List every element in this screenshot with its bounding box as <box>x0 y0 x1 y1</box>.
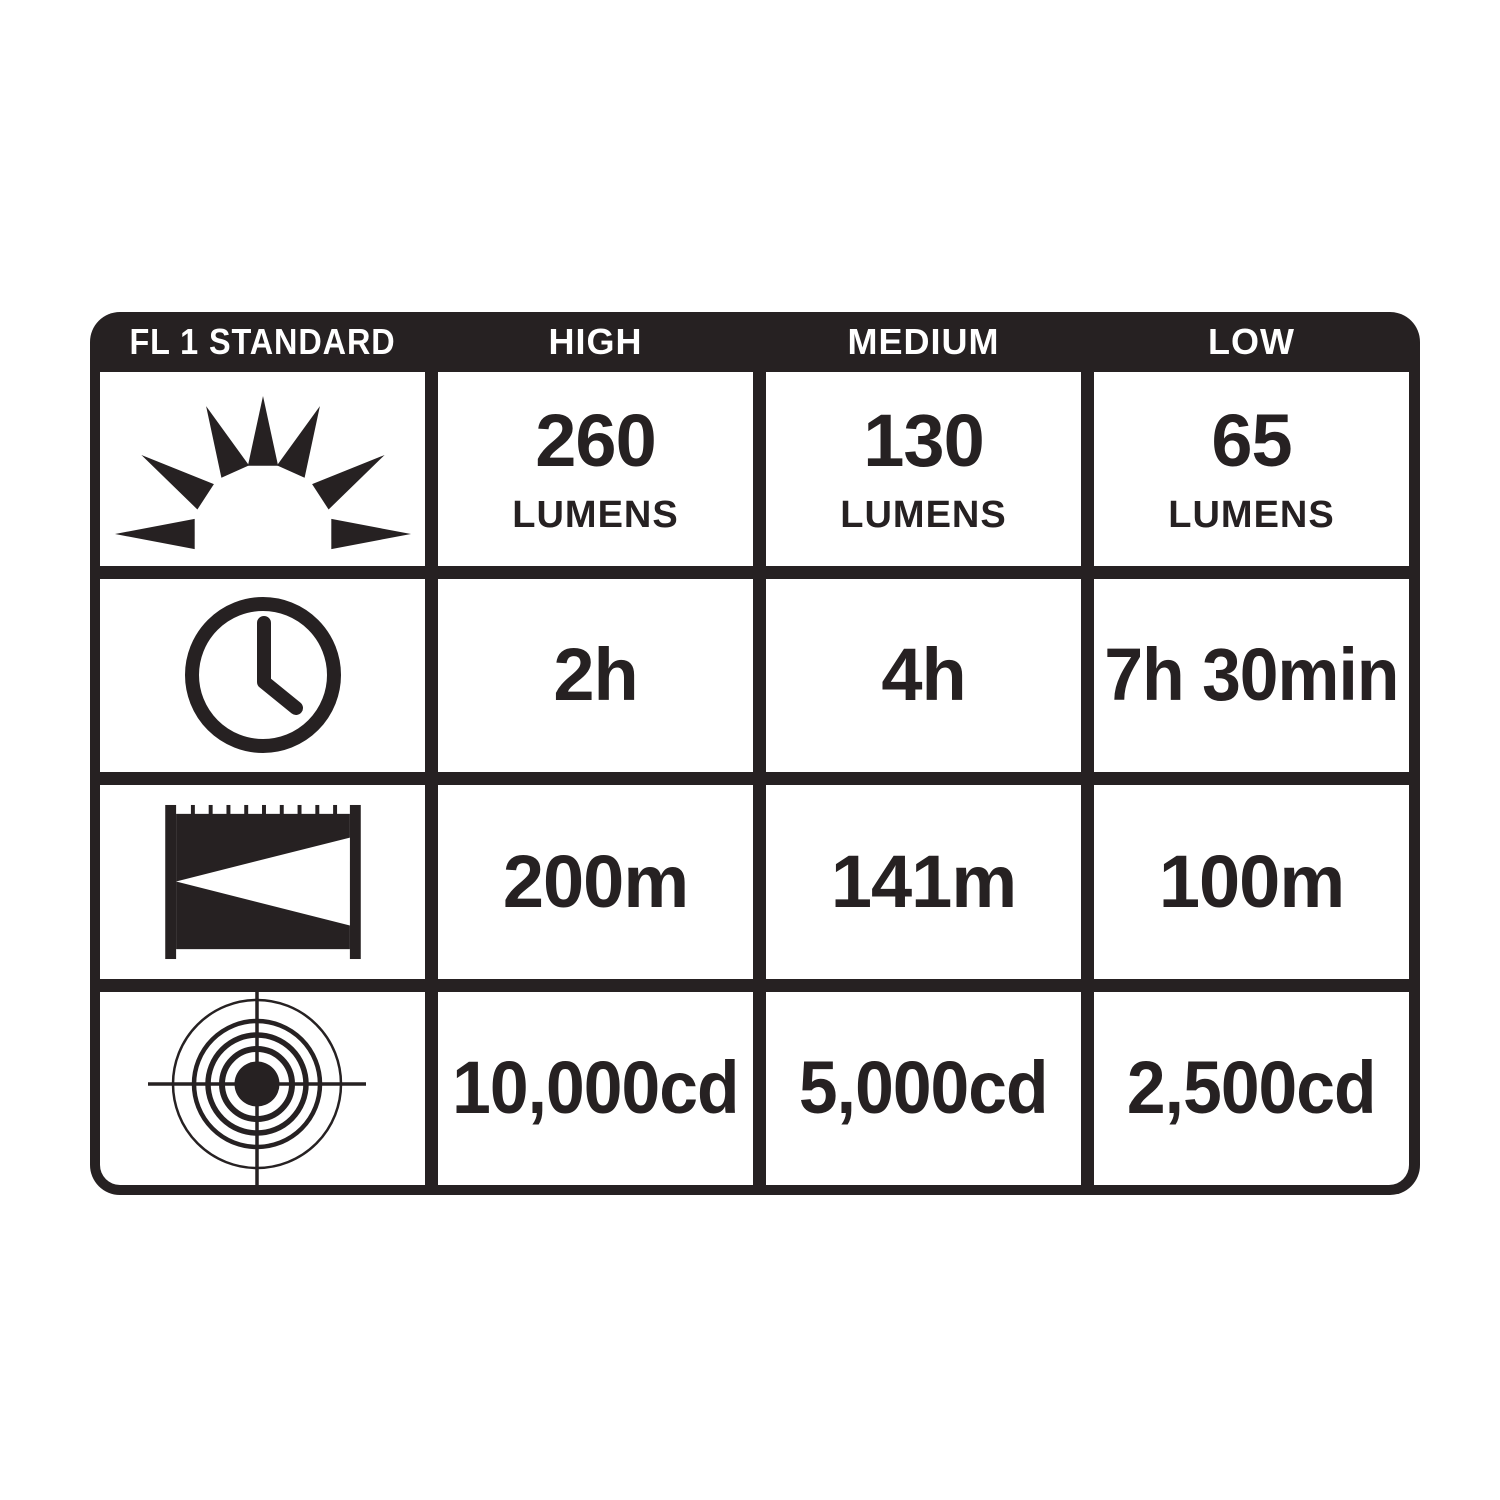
lumens-low-value: 65 <box>1211 398 1292 482</box>
runtime-low-cell <box>1094 579 1409 773</box>
runtime-low-value: 7h 30min <box>1104 633 1399 717</box>
sun-rays-icon <box>113 384 413 554</box>
peak-intensity-medium-cell <box>766 992 1081 1186</box>
runtime-high-cell <box>438 579 753 773</box>
peak-intensity-low-value: 2,500cd <box>1127 1046 1376 1130</box>
clock-icon <box>184 596 342 754</box>
beam-distance-low-value: 100m <box>1158 839 1345 923</box>
beam-distance-icon <box>164 803 362 961</box>
peak-intensity-high-value: 10,000cd <box>452 1046 739 1130</box>
beam-distance-icon-cell <box>100 785 425 979</box>
runtime-medium-value: 4h <box>881 633 966 717</box>
beam-distance-high-value: 200m <box>502 839 689 923</box>
header-low: LOW <box>1208 321 1295 362</box>
beam-distance-medium-cell <box>766 785 1081 979</box>
lumens-low-unit: LUMENS <box>1168 493 1335 536</box>
header-fl1-standard: FL 1 STANDARD <box>129 321 396 362</box>
beam-distance-low-cell <box>1094 785 1409 979</box>
spec-table-grid <box>90 372 1420 1195</box>
peak-intensity-high-cell <box>438 992 753 1186</box>
runtime-medium-cell <box>766 579 1081 773</box>
peak-intensity-icon-cell <box>100 992 425 1186</box>
header-high: HIGH <box>548 321 643 362</box>
light-output-medium-cell <box>766 372 1081 566</box>
target-crosshair-icon <box>100 992 425 1185</box>
light-output-low-cell <box>1094 372 1409 566</box>
table-header-row <box>90 312 1420 372</box>
lumens-high-unit: LUMENS <box>512 493 679 536</box>
lumens-medium-value: 130 <box>863 398 984 482</box>
light-output-high-cell <box>438 372 753 566</box>
peak-intensity-medium-value: 5,000cd <box>799 1046 1048 1130</box>
lumens-medium-unit: LUMENS <box>840 493 1007 536</box>
beam-distance-medium-value: 141m <box>830 839 1017 923</box>
light-output-icon-cell <box>100 372 425 566</box>
peak-intensity-low-cell <box>1094 992 1409 1186</box>
runtime-high-value: 2h <box>553 633 638 717</box>
fl1-standard-spec-card <box>90 312 1420 1195</box>
header-medium: MEDIUM <box>847 321 1000 362</box>
lumens-high-value: 260 <box>535 398 656 482</box>
runtime-icon-cell <box>100 579 425 773</box>
beam-distance-high-cell <box>438 785 753 979</box>
